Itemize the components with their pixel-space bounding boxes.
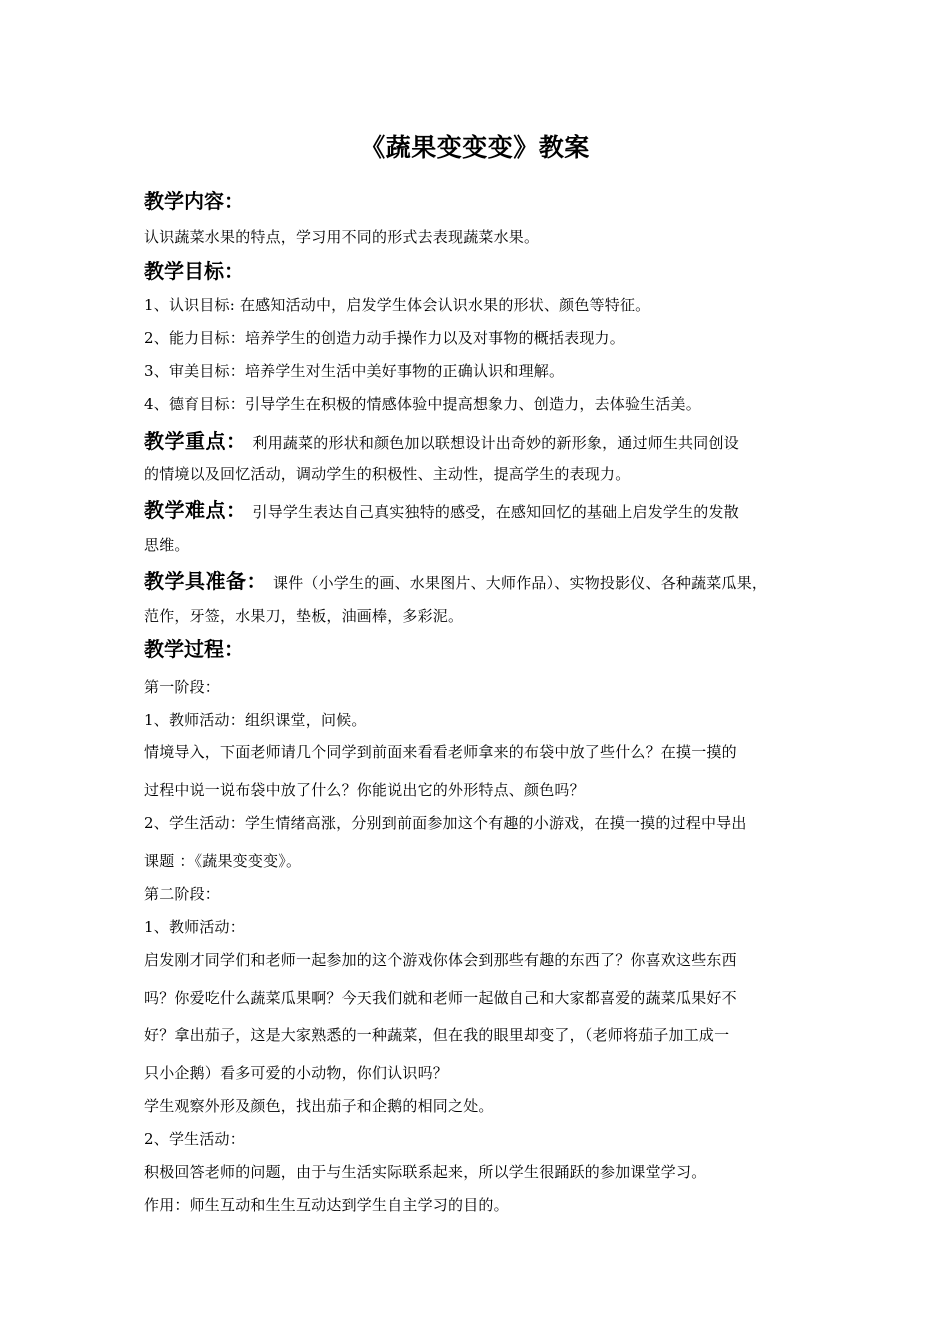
process-line: 好？拿出茄子，这是大家熟悉的一种蔬菜，但在我的眼里却变了，（老师将茄子加工成一 bbox=[144, 1026, 730, 1044]
process-line: 情境导入，下面老师请几个同学到前面来看看老师拿来的布袋中放了些什么？在摸一摸的 bbox=[144, 743, 737, 761]
process-line: 过程中说一说布袋中放了什么？你能说出它的外形特点、颜色吗？ bbox=[144, 781, 585, 799]
objective-item: 3、审美目标：培养学生对生活中美好事物的正确认识和理解。 bbox=[144, 362, 565, 380]
key-points-line-1 bbox=[144, 426, 824, 458]
process-line: 2、学生活动：学生情绪高涨，分别到前面参加这个有趣的小游戏，在摸一摸的过程中导出 bbox=[144, 814, 747, 832]
materials-text: 课件（小学生的画、水果图片、大师作品）、实物投影仪、各种蔬菜瓜果， bbox=[273, 574, 768, 592]
document-title: 《蔬果变变变》教案 bbox=[360, 133, 590, 162]
materials-heading: 教学具准备： bbox=[144, 569, 267, 593]
objective-item: 4、德育目标：引导学生在积极的情感体验中提高想象力、创造力，去体验生活美。 bbox=[144, 395, 701, 413]
process-line: 第二阶段： bbox=[144, 885, 221, 903]
process-line: 第一阶段： bbox=[144, 678, 221, 696]
key-points-line-2: 的情境以及回忆活动，调动学生的积极性、主动性，提高学生的表现力。 bbox=[144, 465, 631, 483]
difficulties-line-2: 思维。 bbox=[144, 536, 190, 554]
process-line: 课题 ：《蔬果变变变》。 bbox=[144, 852, 302, 870]
content-heading: 教学内容： bbox=[144, 189, 244, 213]
difficulties-heading: 教学难点： bbox=[144, 498, 247, 522]
process-line: 作用：师生互动和生生互动达到学生自主学习的目的。 bbox=[144, 1196, 509, 1214]
process-line: 积极回答老师的问题，由于与生活实际联系起来，所以学生很踊跃的参加课堂学习。 bbox=[144, 1163, 707, 1181]
objective-item: 2、能力目标：培养学生的创造力动手操作力以及对事物的概括表现力。 bbox=[144, 329, 625, 347]
key-points-text: 利用蔬菜的形状和颜色加以联想设计出奇妙的新形象，通过师生共同创设 bbox=[252, 434, 739, 452]
difficulties-line-1 bbox=[144, 495, 824, 527]
process-line: 2、学生活动： bbox=[144, 1130, 245, 1148]
process-line: 吗？你爱吃什么蔬菜瓜果啊？今天我们就和老师一起做自己和大家都喜爱的蔬菜瓜果好不 bbox=[144, 989, 737, 1007]
objectives-heading: 教学目标： bbox=[144, 259, 244, 283]
process-line: 学生观察外形及颜色，找出茄子和企鹅的相同之处。 bbox=[144, 1097, 494, 1115]
difficulties-text: 引导学生表达自己真实独特的感受，在感知回忆的基础上启发学生的发散 bbox=[252, 503, 739, 521]
content-text: 认识蔬菜水果的特点，学习用不同的形式去表现蔬菜水果。 bbox=[144, 228, 540, 246]
process-line: 1、教师活动：组织课堂，问候。 bbox=[144, 711, 367, 729]
objective-item: 1、认识目标: 在感知活动中，启发学生体会认识水果的形状、颜色等特征。 bbox=[144, 296, 651, 314]
process-line: 只小企鹅）看多可爱的小动物，你们认识吗？ bbox=[144, 1064, 449, 1082]
process-line: 启发刚才同学们和老师一起参加的这个游戏你体会到那些有趣的东西了？你喜欢这些东西 bbox=[144, 951, 737, 969]
key-points-heading: 教学重点： bbox=[144, 429, 247, 453]
materials-line-2: 范作，牙签，水果刀，垫板，油画棒，多彩泥。 bbox=[144, 607, 464, 625]
process-heading: 教学过程： bbox=[144, 637, 244, 661]
materials-line-1 bbox=[144, 566, 824, 598]
process-line: 1、教师活动： bbox=[144, 918, 245, 936]
